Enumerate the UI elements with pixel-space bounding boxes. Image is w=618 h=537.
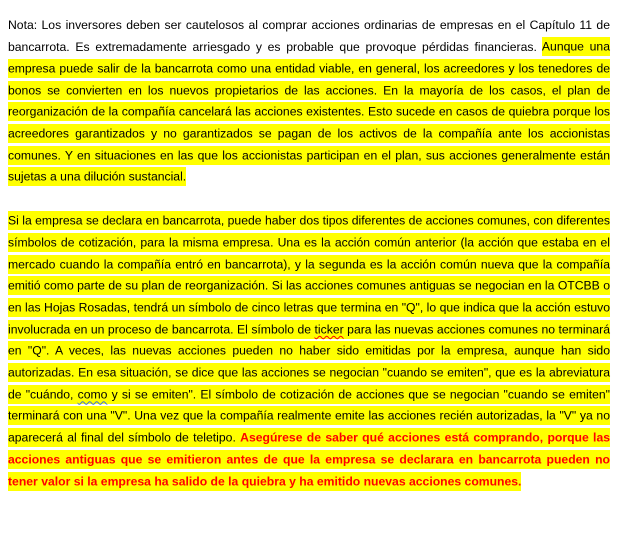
- ticker-text-part2: para las nuevas acciones comunes no terminará en "Q". A veces, las nuevas acciones pueden no haber sido emitidas por la empresa, aunque han sido autorizadas. En esa situación, se dice que las acciones se negocian "cuando se emiten", que es la abreviatura de "cuándo,: [8, 320, 610, 404]
- note-paragraph: [8, 15, 610, 189]
- ticker-text-part1: Si la empresa se declara en bancarrota, puede haber dos tipos diferentes de acciones comunes, con diferentes símbolos de cotización, para la misma empresa. Una es la acción común anterior (la acción que estaba en el mercado cuando la compañía entró en bancarrota), y la segunda es la acción común nueva que la compañía emitió como parte de su plan de reorganización. Si las acciones comunes antiguas se negocian en la OTCBB o en las Hojas Rosadas, tendrá un símbolo de cinco letras que termina en "Q", lo que indica que la acción estuvo involucrada en un proceso de bancarrota. El símbolo de: [8, 211, 610, 339]
- ticker-text-part3: y si se emiten". El símbolo de cotización de acciones que se negocian "cuando se emiten" terminará con una "V". Una vez que la compañía realmente emite las acciones recién autorizadas, la "V" ya no aparecerá al final del símbolo de teletipo.: [8, 385, 610, 447]
- note-highlighted-text: Aunque una empresa puede salir de la bancarrota como una entidad viable, en general, los acreedores y los tenedores de bonos se convierten en los nuevos propietarios de las acciones. En la mayoría de los casos, el plan de reorganización de la compañía cancelará las acciones existentes. Esto sucede en casos de quiebra porque los acreedores garantizados y no garantizados se pagan de los activos de la compañía ante los accionistas comunes. Y en situaciones en las que los accionistas participan en el plan, sus acciones generalmente están sujetas a una dilución sustancial.: [8, 37, 610, 186]
- grammar-flagged-word-como: como: [78, 385, 108, 404]
- warning-text: Asegúrese de saber qué acciones está comprando, porque las acciones antiguas que se emitieron antes de que la empresa se declarara en bancarrota pueden no tener valor si la empresa ha salido de la quiebra y ha emitido nuevas acciones comunes.: [8, 428, 610, 490]
- note-intro-text: Nota: Los inversores deben ser cautelosos al comprar acciones ordinarias de empresas en el Capítulo 11 de bancarrota. Es extremadamente arriesgado y es probable que provoque pérdidas financieras.: [8, 18, 610, 54]
- ticker-paragraph: [8, 211, 610, 493]
- misspelled-word-ticker: ticker: [315, 320, 344, 339]
